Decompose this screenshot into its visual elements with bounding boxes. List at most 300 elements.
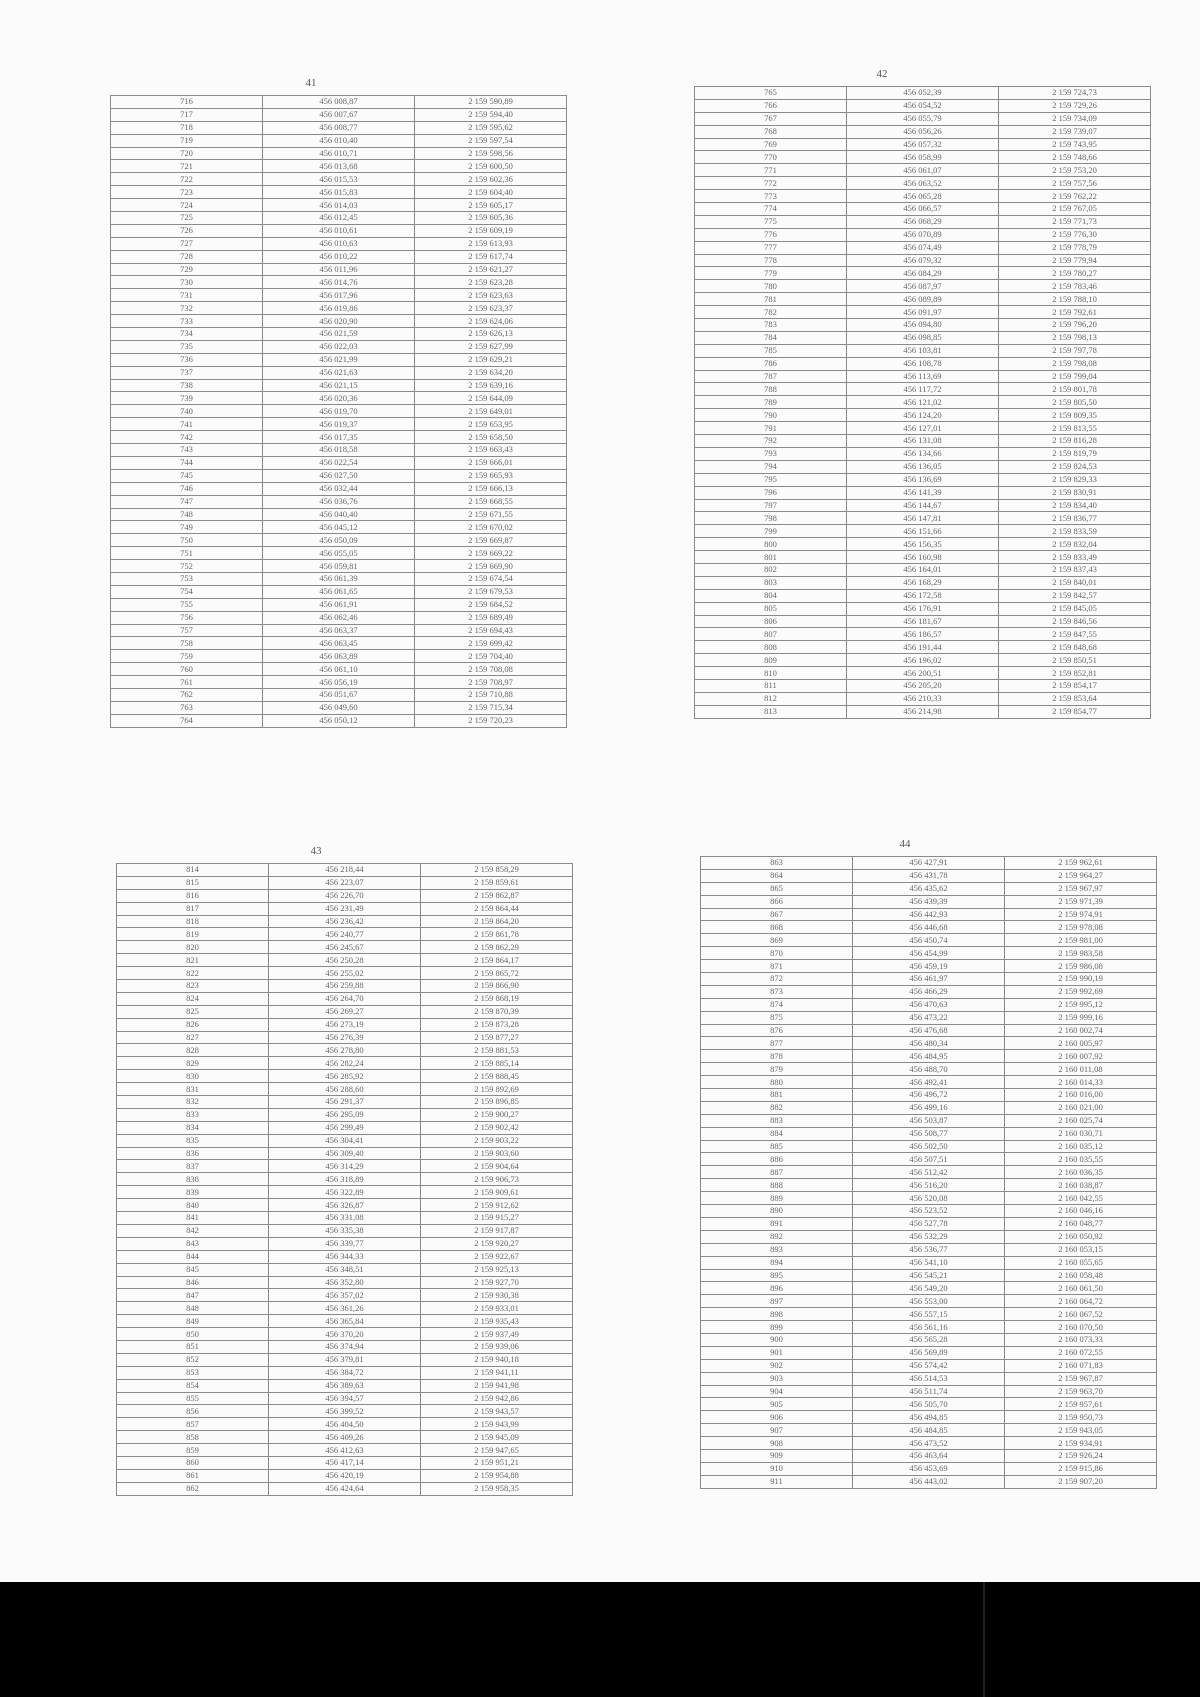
point-number-cell: 738 (111, 379, 263, 392)
y-coordinate-cell: 2 159 906,73 (421, 1173, 573, 1186)
point-number-cell: 750 (111, 534, 263, 547)
y-coordinate-cell: 2 159 796,20 (999, 319, 1151, 332)
point-number-cell: 803 (695, 576, 847, 589)
bottom-black-bar (0, 1582, 1200, 1697)
point-number-cell: 888 (701, 1179, 853, 1192)
y-coordinate-cell: 2 159 597,54 (415, 134, 567, 147)
point-number-cell: 775 (695, 215, 847, 228)
table-row (111, 521, 567, 534)
table-row (701, 973, 1157, 986)
y-coordinate-cell: 2 159 724,73 (999, 87, 1151, 100)
x-coordinate-cell: 456 561,16 (853, 1321, 1005, 1334)
y-coordinate-cell: 2 159 963,70 (1005, 1385, 1157, 1398)
coordinates-table-43 (116, 863, 573, 1496)
point-number-cell: 809 (695, 654, 847, 667)
table-row (117, 1392, 573, 1405)
table-row (695, 87, 1151, 100)
point-number-cell: 819 (117, 928, 269, 941)
table-row (701, 1011, 1157, 1024)
point-number-cell: 879 (701, 1063, 853, 1076)
point-number-cell: 820 (117, 941, 269, 954)
point-number-cell: 814 (117, 864, 269, 877)
x-coordinate-cell: 456 322,89 (269, 1186, 421, 1199)
y-coordinate-cell: 2 160 007,92 (1005, 1050, 1157, 1063)
y-coordinate-cell: 2 159 788,10 (999, 293, 1151, 306)
table-row (695, 280, 1151, 293)
x-coordinate-cell: 456 014,03 (263, 199, 415, 212)
x-coordinate-cell: 456 063,45 (263, 637, 415, 650)
table-row (117, 1444, 573, 1457)
x-coordinate-cell: 456 027,50 (263, 469, 415, 482)
x-coordinate-cell: 456 285,92 (269, 1070, 421, 1083)
y-coordinate-cell: 2 160 046,16 (1005, 1205, 1157, 1218)
point-number-cell: 907 (701, 1424, 853, 1437)
y-coordinate-cell: 2 159 992,69 (1005, 985, 1157, 998)
table-row (695, 409, 1151, 422)
table-row (701, 985, 1157, 998)
table-row (117, 1160, 573, 1173)
table-row (701, 1321, 1157, 1334)
y-coordinate-cell: 2 159 888,45 (421, 1070, 573, 1083)
table-row (695, 486, 1151, 499)
x-coordinate-cell: 456 389,63 (269, 1379, 421, 1392)
point-number-cell: 776 (695, 228, 847, 241)
point-number-cell: 791 (695, 422, 847, 435)
y-coordinate-cell: 2 159 668,55 (415, 495, 567, 508)
y-coordinate-cell: 2 159 971,39 (1005, 895, 1157, 908)
y-coordinate-cell: 2 159 689,49 (415, 611, 567, 624)
point-number-cell: 805 (695, 602, 847, 615)
x-coordinate-cell: 456 103,81 (847, 344, 999, 357)
table-row (701, 1282, 1157, 1295)
point-number-cell: 854 (117, 1379, 269, 1392)
y-coordinate-cell: 2 160 005,97 (1005, 1037, 1157, 1050)
x-coordinate-cell: 456 453,69 (853, 1462, 1005, 1475)
table-row (701, 1449, 1157, 1462)
point-number-cell: 768 (695, 125, 847, 138)
point-number-cell: 782 (695, 306, 847, 319)
x-coordinate-cell: 456 021,59 (263, 328, 415, 341)
y-coordinate-cell: 2 159 665,93 (415, 469, 567, 482)
point-number-cell: 892 (701, 1230, 853, 1243)
y-coordinate-cell: 2 159 941,98 (421, 1379, 573, 1392)
y-coordinate-cell: 2 159 779,94 (999, 254, 1151, 267)
table-row (117, 915, 573, 928)
x-coordinate-cell: 456 565,28 (853, 1333, 1005, 1346)
y-coordinate-cell: 2 159 743,95 (999, 138, 1151, 151)
y-coordinate-cell: 2 159 954,88 (421, 1469, 573, 1482)
table-row (111, 585, 567, 598)
x-coordinate-cell: 456 245,67 (269, 941, 421, 954)
x-coordinate-cell: 456 070,89 (847, 228, 999, 241)
y-coordinate-cell: 2 159 669,87 (415, 534, 567, 547)
table-row (695, 370, 1151, 383)
x-coordinate-cell: 456 574,42 (853, 1359, 1005, 1372)
point-number-cell: 802 (695, 563, 847, 576)
table-row (117, 876, 573, 889)
x-coordinate-cell: 456 304,41 (269, 1134, 421, 1147)
point-number-cell: 769 (695, 138, 847, 151)
x-coordinate-cell: 456 569,89 (853, 1346, 1005, 1359)
y-coordinate-cell: 2 159 623,28 (415, 276, 567, 289)
point-number-cell: 808 (695, 641, 847, 654)
table-row (117, 1186, 573, 1199)
x-coordinate-cell: 456 494,85 (853, 1411, 1005, 1424)
x-coordinate-cell: 456 021,99 (263, 353, 415, 366)
x-coordinate-cell: 456 210,33 (847, 692, 999, 705)
y-coordinate-cell: 2 159 634,20 (415, 366, 567, 379)
x-coordinate-cell: 456 461,97 (853, 973, 1005, 986)
point-number-cell: 835 (117, 1134, 269, 1147)
x-coordinate-cell: 456 136,05 (847, 460, 999, 473)
table-row (111, 676, 567, 689)
x-coordinate-cell: 456 502,50 (853, 1140, 1005, 1153)
y-coordinate-cell: 2 159 854,77 (999, 705, 1151, 718)
x-coordinate-cell: 456 065,28 (847, 190, 999, 203)
x-coordinate-cell: 456 384,72 (269, 1366, 421, 1379)
x-coordinate-cell: 456 164,01 (847, 563, 999, 576)
point-number-cell: 763 (111, 701, 263, 714)
point-number-cell: 824 (117, 992, 269, 1005)
x-coordinate-cell: 456 050,09 (263, 534, 415, 547)
x-coordinate-cell: 456 370,20 (269, 1328, 421, 1341)
y-coordinate-cell: 2 160 071,83 (1005, 1359, 1157, 1372)
point-number-cell: 878 (701, 1050, 853, 1063)
x-coordinate-cell: 456 240,77 (269, 928, 421, 941)
point-number-cell: 872 (701, 973, 853, 986)
point-number-cell: 862 (117, 1482, 269, 1495)
y-coordinate-cell: 2 159 864,44 (421, 902, 573, 915)
table-row (695, 254, 1151, 267)
x-coordinate-cell: 456 499,16 (853, 1101, 1005, 1114)
point-number-cell: 771 (695, 164, 847, 177)
x-coordinate-cell: 456 056,26 (847, 125, 999, 138)
y-coordinate-cell: 2 159 983,58 (1005, 947, 1157, 960)
point-number-cell: 859 (117, 1444, 269, 1457)
table-row (695, 203, 1151, 216)
table-row (111, 624, 567, 637)
y-coordinate-cell: 2 159 813,55 (999, 422, 1151, 435)
point-number-cell: 799 (695, 525, 847, 538)
point-number-cell: 751 (111, 547, 263, 560)
x-coordinate-cell: 456 063,37 (263, 624, 415, 637)
y-coordinate-cell: 2 159 922,67 (421, 1250, 573, 1263)
y-coordinate-cell: 2 159 819,79 (999, 447, 1151, 460)
table-row (701, 1114, 1157, 1127)
y-coordinate-cell: 2 159 934,91 (1005, 1437, 1157, 1450)
table-row (111, 560, 567, 573)
point-number-cell: 777 (695, 241, 847, 254)
x-coordinate-cell: 456 520,08 (853, 1192, 1005, 1205)
point-number-cell: 723 (111, 186, 263, 199)
x-coordinate-cell: 456 058,99 (847, 151, 999, 164)
table-row (111, 663, 567, 676)
table-row (111, 250, 567, 263)
point-number-cell: 754 (111, 585, 263, 598)
point-number-cell: 826 (117, 1018, 269, 1031)
point-number-cell: 745 (111, 469, 263, 482)
point-number-cell: 866 (701, 895, 853, 908)
table-row (117, 1121, 573, 1134)
y-coordinate-cell: 2 159 943,57 (421, 1405, 573, 1418)
y-coordinate-cell: 2 159 816,28 (999, 435, 1151, 448)
y-coordinate-cell: 2 159 967,97 (1005, 882, 1157, 895)
x-coordinate-cell: 456 147,81 (847, 512, 999, 525)
x-coordinate-cell: 456 040,40 (263, 508, 415, 521)
y-coordinate-cell: 2 160 014,33 (1005, 1076, 1157, 1089)
point-number-cell: 746 (111, 482, 263, 495)
point-number-cell: 812 (695, 692, 847, 705)
point-number-cell: 772 (695, 177, 847, 190)
y-coordinate-cell: 2 159 978,08 (1005, 921, 1157, 934)
x-coordinate-cell: 456 466,29 (853, 985, 1005, 998)
x-coordinate-cell: 456 055,79 (847, 112, 999, 125)
x-coordinate-cell: 456 141,39 (847, 486, 999, 499)
table-row (117, 941, 573, 954)
table-row (111, 263, 567, 276)
table-row (111, 340, 567, 353)
table-row (117, 1083, 573, 1096)
x-coordinate-cell: 456 276,39 (269, 1031, 421, 1044)
point-number-cell: 730 (111, 276, 263, 289)
point-number-cell: 857 (117, 1418, 269, 1431)
x-coordinate-cell: 456 020,90 (263, 315, 415, 328)
table-row (695, 654, 1151, 667)
table-row (111, 173, 567, 186)
x-coordinate-cell: 456 059,81 (263, 560, 415, 573)
y-coordinate-cell: 2 159 715,34 (415, 701, 567, 714)
y-coordinate-cell: 2 159 995,12 (1005, 998, 1157, 1011)
table-row (695, 422, 1151, 435)
point-number-cell: 865 (701, 882, 853, 895)
table-row (701, 1230, 1157, 1243)
y-coordinate-cell: 2 159 694,43 (415, 624, 567, 637)
table-row (701, 1217, 1157, 1230)
y-coordinate-cell: 2 160 070,50 (1005, 1321, 1157, 1334)
x-coordinate-cell: 456 010,40 (263, 134, 415, 147)
table-row (117, 1379, 573, 1392)
point-number-cell: 864 (701, 869, 853, 882)
x-coordinate-cell: 456 480,34 (853, 1037, 1005, 1050)
point-number-cell: 736 (111, 353, 263, 366)
table-row (701, 1076, 1157, 1089)
x-coordinate-cell: 456 442,93 (853, 908, 1005, 921)
y-coordinate-cell: 2 160 073,33 (1005, 1333, 1157, 1346)
x-coordinate-cell: 456 503,87 (853, 1114, 1005, 1127)
table-row (695, 473, 1151, 486)
point-number-cell: 787 (695, 370, 847, 383)
x-coordinate-cell: 456 557,15 (853, 1308, 1005, 1321)
table-row (111, 418, 567, 431)
point-number-cell: 898 (701, 1308, 853, 1321)
point-number-cell: 855 (117, 1392, 269, 1405)
table-row (111, 353, 567, 366)
x-coordinate-cell: 456 049,60 (263, 701, 415, 714)
table-row (111, 199, 567, 212)
table-row (117, 1005, 573, 1018)
table-row (701, 1127, 1157, 1140)
y-coordinate-cell: 2 159 829,33 (999, 473, 1151, 486)
x-coordinate-cell: 456 008,87 (263, 96, 415, 109)
table-row (117, 1147, 573, 1160)
page-number-44: 44 (899, 838, 911, 850)
y-coordinate-cell: 2 160 038,87 (1005, 1179, 1157, 1192)
point-number-cell: 908 (701, 1437, 853, 1450)
x-coordinate-cell: 456 435,62 (853, 882, 1005, 895)
x-coordinate-cell: 456 205,20 (847, 679, 999, 692)
y-coordinate-cell: 2 159 842,57 (999, 589, 1151, 602)
x-coordinate-cell: 456 473,52 (853, 1437, 1005, 1450)
x-coordinate-cell: 456 061,39 (263, 572, 415, 585)
y-coordinate-cell: 2 159 865,72 (421, 967, 573, 980)
coordinates-table-41 (110, 95, 567, 728)
point-number-cell: 721 (111, 160, 263, 173)
x-coordinate-cell: 456 020,36 (263, 392, 415, 405)
point-number-cell: 810 (695, 667, 847, 680)
point-number-cell: 762 (111, 688, 263, 701)
x-coordinate-cell: 456 288,60 (269, 1083, 421, 1096)
table-row (111, 315, 567, 328)
point-number-cell: 895 (701, 1269, 853, 1282)
table-row (111, 96, 567, 109)
point-number-cell: 757 (111, 624, 263, 637)
point-number-cell: 874 (701, 998, 853, 1011)
point-number-cell: 732 (111, 302, 263, 315)
point-number-cell: 778 (695, 254, 847, 267)
x-coordinate-cell: 456 412,63 (269, 1444, 421, 1457)
x-coordinate-cell: 456 331,08 (269, 1212, 421, 1225)
y-coordinate-cell: 2 159 670,02 (415, 521, 567, 534)
table-row (695, 447, 1151, 460)
point-number-cell: 886 (701, 1153, 853, 1166)
x-coordinate-cell: 456 476,68 (853, 1024, 1005, 1037)
table-row (111, 482, 567, 495)
point-number-cell: 852 (117, 1353, 269, 1366)
point-number-cell: 740 (111, 405, 263, 418)
table-row (701, 869, 1157, 882)
y-coordinate-cell: 2 159 824,53 (999, 460, 1151, 473)
x-coordinate-cell: 456 454,99 (853, 947, 1005, 960)
point-number-cell: 911 (701, 1475, 853, 1488)
point-number-cell: 838 (117, 1173, 269, 1186)
table-row (111, 160, 567, 173)
x-coordinate-cell: 456 496,72 (853, 1089, 1005, 1102)
x-coordinate-cell: 456 527,78 (853, 1217, 1005, 1230)
table-row (701, 1411, 1157, 1424)
table-row (111, 714, 567, 727)
x-coordinate-cell: 456 136,69 (847, 473, 999, 486)
table-row (695, 499, 1151, 512)
point-number-cell: 860 (117, 1456, 269, 1469)
point-number-cell: 875 (701, 1011, 853, 1024)
x-coordinate-cell: 456 051,67 (263, 688, 415, 701)
y-coordinate-cell: 2 159 757,56 (999, 177, 1151, 190)
table-row (695, 267, 1151, 280)
point-number-cell: 792 (695, 435, 847, 448)
point-number-cell: 882 (701, 1101, 853, 1114)
x-coordinate-cell: 456 019,86 (263, 302, 415, 315)
y-coordinate-cell: 2 159 847,55 (999, 628, 1151, 641)
y-coordinate-cell: 2 159 903,22 (421, 1134, 573, 1147)
table-row (117, 1237, 573, 1250)
table-row (695, 589, 1151, 602)
table-row (701, 1269, 1157, 1282)
x-coordinate-cell: 456 259,88 (269, 980, 421, 993)
point-number-cell: 731 (111, 289, 263, 302)
x-coordinate-cell: 456 314,29 (269, 1160, 421, 1173)
table-row (111, 456, 567, 469)
point-number-cell: 733 (111, 315, 263, 328)
table-row (111, 598, 567, 611)
x-coordinate-cell: 456 172,58 (847, 589, 999, 602)
table-row (117, 1096, 573, 1109)
table-row (695, 190, 1151, 203)
y-coordinate-cell: 2 159 833,49 (999, 551, 1151, 564)
table-row (111, 508, 567, 521)
point-number-cell: 806 (695, 615, 847, 628)
point-number-cell: 858 (117, 1431, 269, 1444)
x-coordinate-cell: 456 439,39 (853, 895, 1005, 908)
x-coordinate-cell: 456 036,76 (263, 495, 415, 508)
point-number-cell: 818 (117, 915, 269, 928)
table-row (111, 469, 567, 482)
x-coordinate-cell: 456 484,85 (853, 1424, 1005, 1437)
x-coordinate-cell: 456 214,98 (847, 705, 999, 718)
x-coordinate-cell: 456 399,52 (269, 1405, 421, 1418)
y-coordinate-cell: 2 159 967,87 (1005, 1372, 1157, 1385)
y-coordinate-cell: 2 159 852,81 (999, 667, 1151, 680)
y-coordinate-cell: 2 159 669,90 (415, 560, 567, 573)
x-coordinate-cell: 456 463,64 (853, 1449, 1005, 1462)
x-coordinate-cell: 456 018,58 (263, 444, 415, 457)
table-row (117, 864, 573, 877)
x-coordinate-cell: 456 151,66 (847, 525, 999, 538)
x-coordinate-cell: 456 459,19 (853, 960, 1005, 973)
table-row (695, 692, 1151, 705)
y-coordinate-cell: 2 160 011,08 (1005, 1063, 1157, 1076)
point-number-cell: 752 (111, 560, 263, 573)
point-number-cell: 765 (695, 87, 847, 100)
point-number-cell: 767 (695, 112, 847, 125)
table-row (695, 215, 1151, 228)
x-coordinate-cell: 456 443,02 (853, 1475, 1005, 1488)
x-coordinate-cell: 456 357,02 (269, 1289, 421, 1302)
x-coordinate-cell: 456 273,19 (269, 1018, 421, 1031)
y-coordinate-cell: 2 159 624,06 (415, 315, 567, 328)
y-coordinate-cell: 2 159 986,08 (1005, 960, 1157, 973)
x-coordinate-cell: 456 061,91 (263, 598, 415, 611)
y-coordinate-cell: 2 159 870,39 (421, 1005, 573, 1018)
table-row (117, 1212, 573, 1225)
x-coordinate-cell: 456 015,83 (263, 186, 415, 199)
point-number-cell: 894 (701, 1256, 853, 1269)
point-number-cell: 821 (117, 954, 269, 967)
x-coordinate-cell: 456 061,07 (847, 164, 999, 177)
y-coordinate-cell: 2 159 639,16 (415, 379, 567, 392)
point-number-cell: 890 (701, 1205, 853, 1218)
table-row (117, 1315, 573, 1328)
point-number-cell: 727 (111, 237, 263, 250)
x-coordinate-cell: 456 409,26 (269, 1431, 421, 1444)
table-row (117, 1108, 573, 1121)
point-number-cell: 815 (117, 876, 269, 889)
y-coordinate-cell: 2 159 958,35 (421, 1482, 573, 1495)
y-coordinate-cell: 2 159 663,43 (415, 444, 567, 457)
y-coordinate-cell: 2 159 830,91 (999, 486, 1151, 499)
point-number-cell: 741 (111, 418, 263, 431)
table-row (695, 112, 1151, 125)
y-coordinate-cell: 2 159 930,38 (421, 1289, 573, 1302)
